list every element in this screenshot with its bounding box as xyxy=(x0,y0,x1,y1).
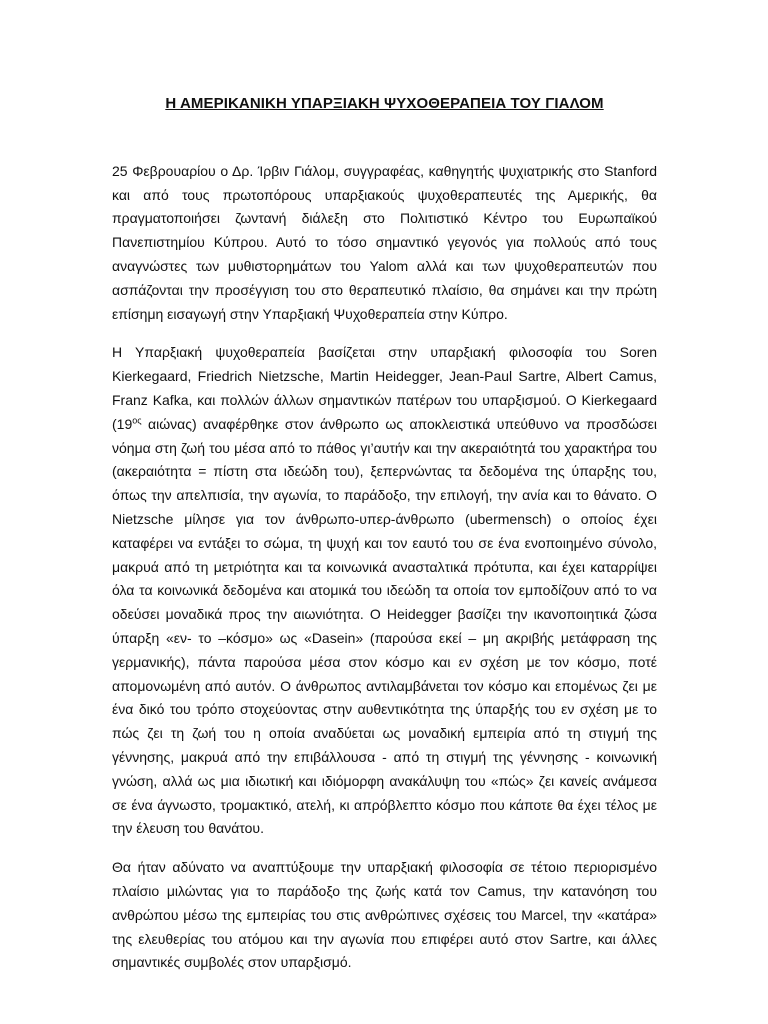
paragraph-intro-text: 25 Φεβρουαρίου ο Δρ. Ίρβιν Γιάλομ, συγγραφέας, καθηγητής ψυχιατρικής στο Stanford και από τους πρωτοπόρους υπαρξιακούς ψυχοθεραπευτές της Αμερικής, θα πραγματοποιήσει ζωντανή διάλεξη στο Πολιτιστικό Κέντρο του Ευρωπαϊκού Πανεπιστημίου Κύπρου. Αυτό το τόσο σημαντικό γεγονός για πολλούς από τους αναγνώστες των μυθιστορημάτων του Yalom αλλά και των ψυχοθεραπευτών που ασπάζονται την προσέγγιση του στο θεραπευτικό πλαίσιο, θα σημάνει και την πρώτη επίσημη εισαγωγή στην Υπαρξιακή Ψυχοθεραπεία στην Κύπρο. xyxy=(112,162,657,322)
document-page xyxy=(112,92,657,990)
paragraph-intro xyxy=(112,160,657,327)
paragraph-philosophy-text-before: Η Υπαρξιακή ψυχοθεραπεία βασίζεται στην υπαρξιακή φιλοσοφία του Soren Kierkegaard, Friedrich Nietzsche, Martin Heidegger, Jean-Paul Sartre, Albert Camus, Franz Kafka, και πολλών άλλων σημαντικών πατέρων του υπαρξισμού. Ο Kierkegaard (19 xyxy=(112,344,657,432)
paragraph-conclusion-text: Θα ήταν αδύνατο να αναπτύξουμε την υπαρξιακή φιλοσοφία σε τέτοιο περιορισμένο πλαίσιο μιλώντας για το παράδοξο της ζωής κατά τον Camus, την κατανόηση του ανθρώπου μέσω της εμπειρίας του στις ανθρώπινες σχέσεις του Marcel, την «κατάρα» της ελευθερίας του ατόμου και την αγωνία που επιφέρει αυτό στον Sartre, και άλλες σημαντικές συμβολές στον υπαρξισμό. xyxy=(112,859,657,971)
paragraph-philosophy xyxy=(112,341,657,841)
century-superscript: ος xyxy=(132,415,142,426)
paragraph-conclusion xyxy=(112,856,657,975)
document-title: Η ΑΜΕΡΙΚΑΝΙΚΗ ΥΠΑΡΞΙΑΚΗ ΨΥΧΟΘΕΡΑΠΕΙΑ ΤΟΥ ΓΙΑΛΟΜ xyxy=(165,95,604,112)
paragraph-philosophy-text-after: αιώνας) αναφέρθηκε στον άνθρωπο ως αποκλειστικά υπεύθυνο να προσδώσει νόημα στη ζωή του μέσα από το πάθος γι’αυτήν και την ακεραιότητά του χαρακτήρα του (ακεραιότητα = πίστη στα ιδεώδη του), ξεπερνώντας τα δεδομένα της ύπαρξης του, όπως την απελπισία, την αγωνία, το παράδοξο, την επιλογή, την ανία και το θάνατο. Ο Nietzsche μίλησε για τον άνθρωπο-υπερ-άνθρωπο (ubermensch) ο οποίος έχει καταφέρει να εντάξει το σώμα, τη ψυχή και τον εαυτό του σε ένα ενοποιημένο σύνολο, μακρυά από τη μετριότητα και τα κοινωνικά ανασταλτικά πρότυπα, και έχει καταρρίψει όλα τα κοινωνικά δεδομένα και ατομικά του ιδεώδη τα οποία τον εμποδίζουν από το να οδεύσει μοναδικά προς την αιωνιότητα. Ο Heidegger βασίζει την ικανοποιητικά ζώσα ύπαρξη «εν- το –κόσμο» ως «Dasein» (παρούσα εκεί – μη ακριβής μετάφραση της γερμανικής), πάντα παρούσα μέσα στον κόσμο και εν σχέση με τον κόσμο, ποτέ απομονωμένη από αυτόν. Ο άνθρωπος αντιλαμβάνεται τον κόσμο και επομένως ζει με ένα δικό του τρόπο στοχεύοντας στην αυθεντικότητα της ύπαρξής του εν σχέση με το πώς ζει τη ζωή του η οποία αναδύεται ως μοναδική εμπειρία από τη στιγμή της γέννησης, μακρυά από την επιβάλλουσα - από τη στιγμή της γέννησης - κοινωνική γνώση, αλλά ως μια ιδιωτική και ιδιόμορφη ανακάλυψη του «πώς» ζει κανείς ανάμεσα σε ένα άγνωστο, τρομακτικό, ατελή, κι απρόβλεπτο κόσμο που κάποτε θα έχει τέλος με την έλευση του θανάτου. xyxy=(112,415,657,837)
